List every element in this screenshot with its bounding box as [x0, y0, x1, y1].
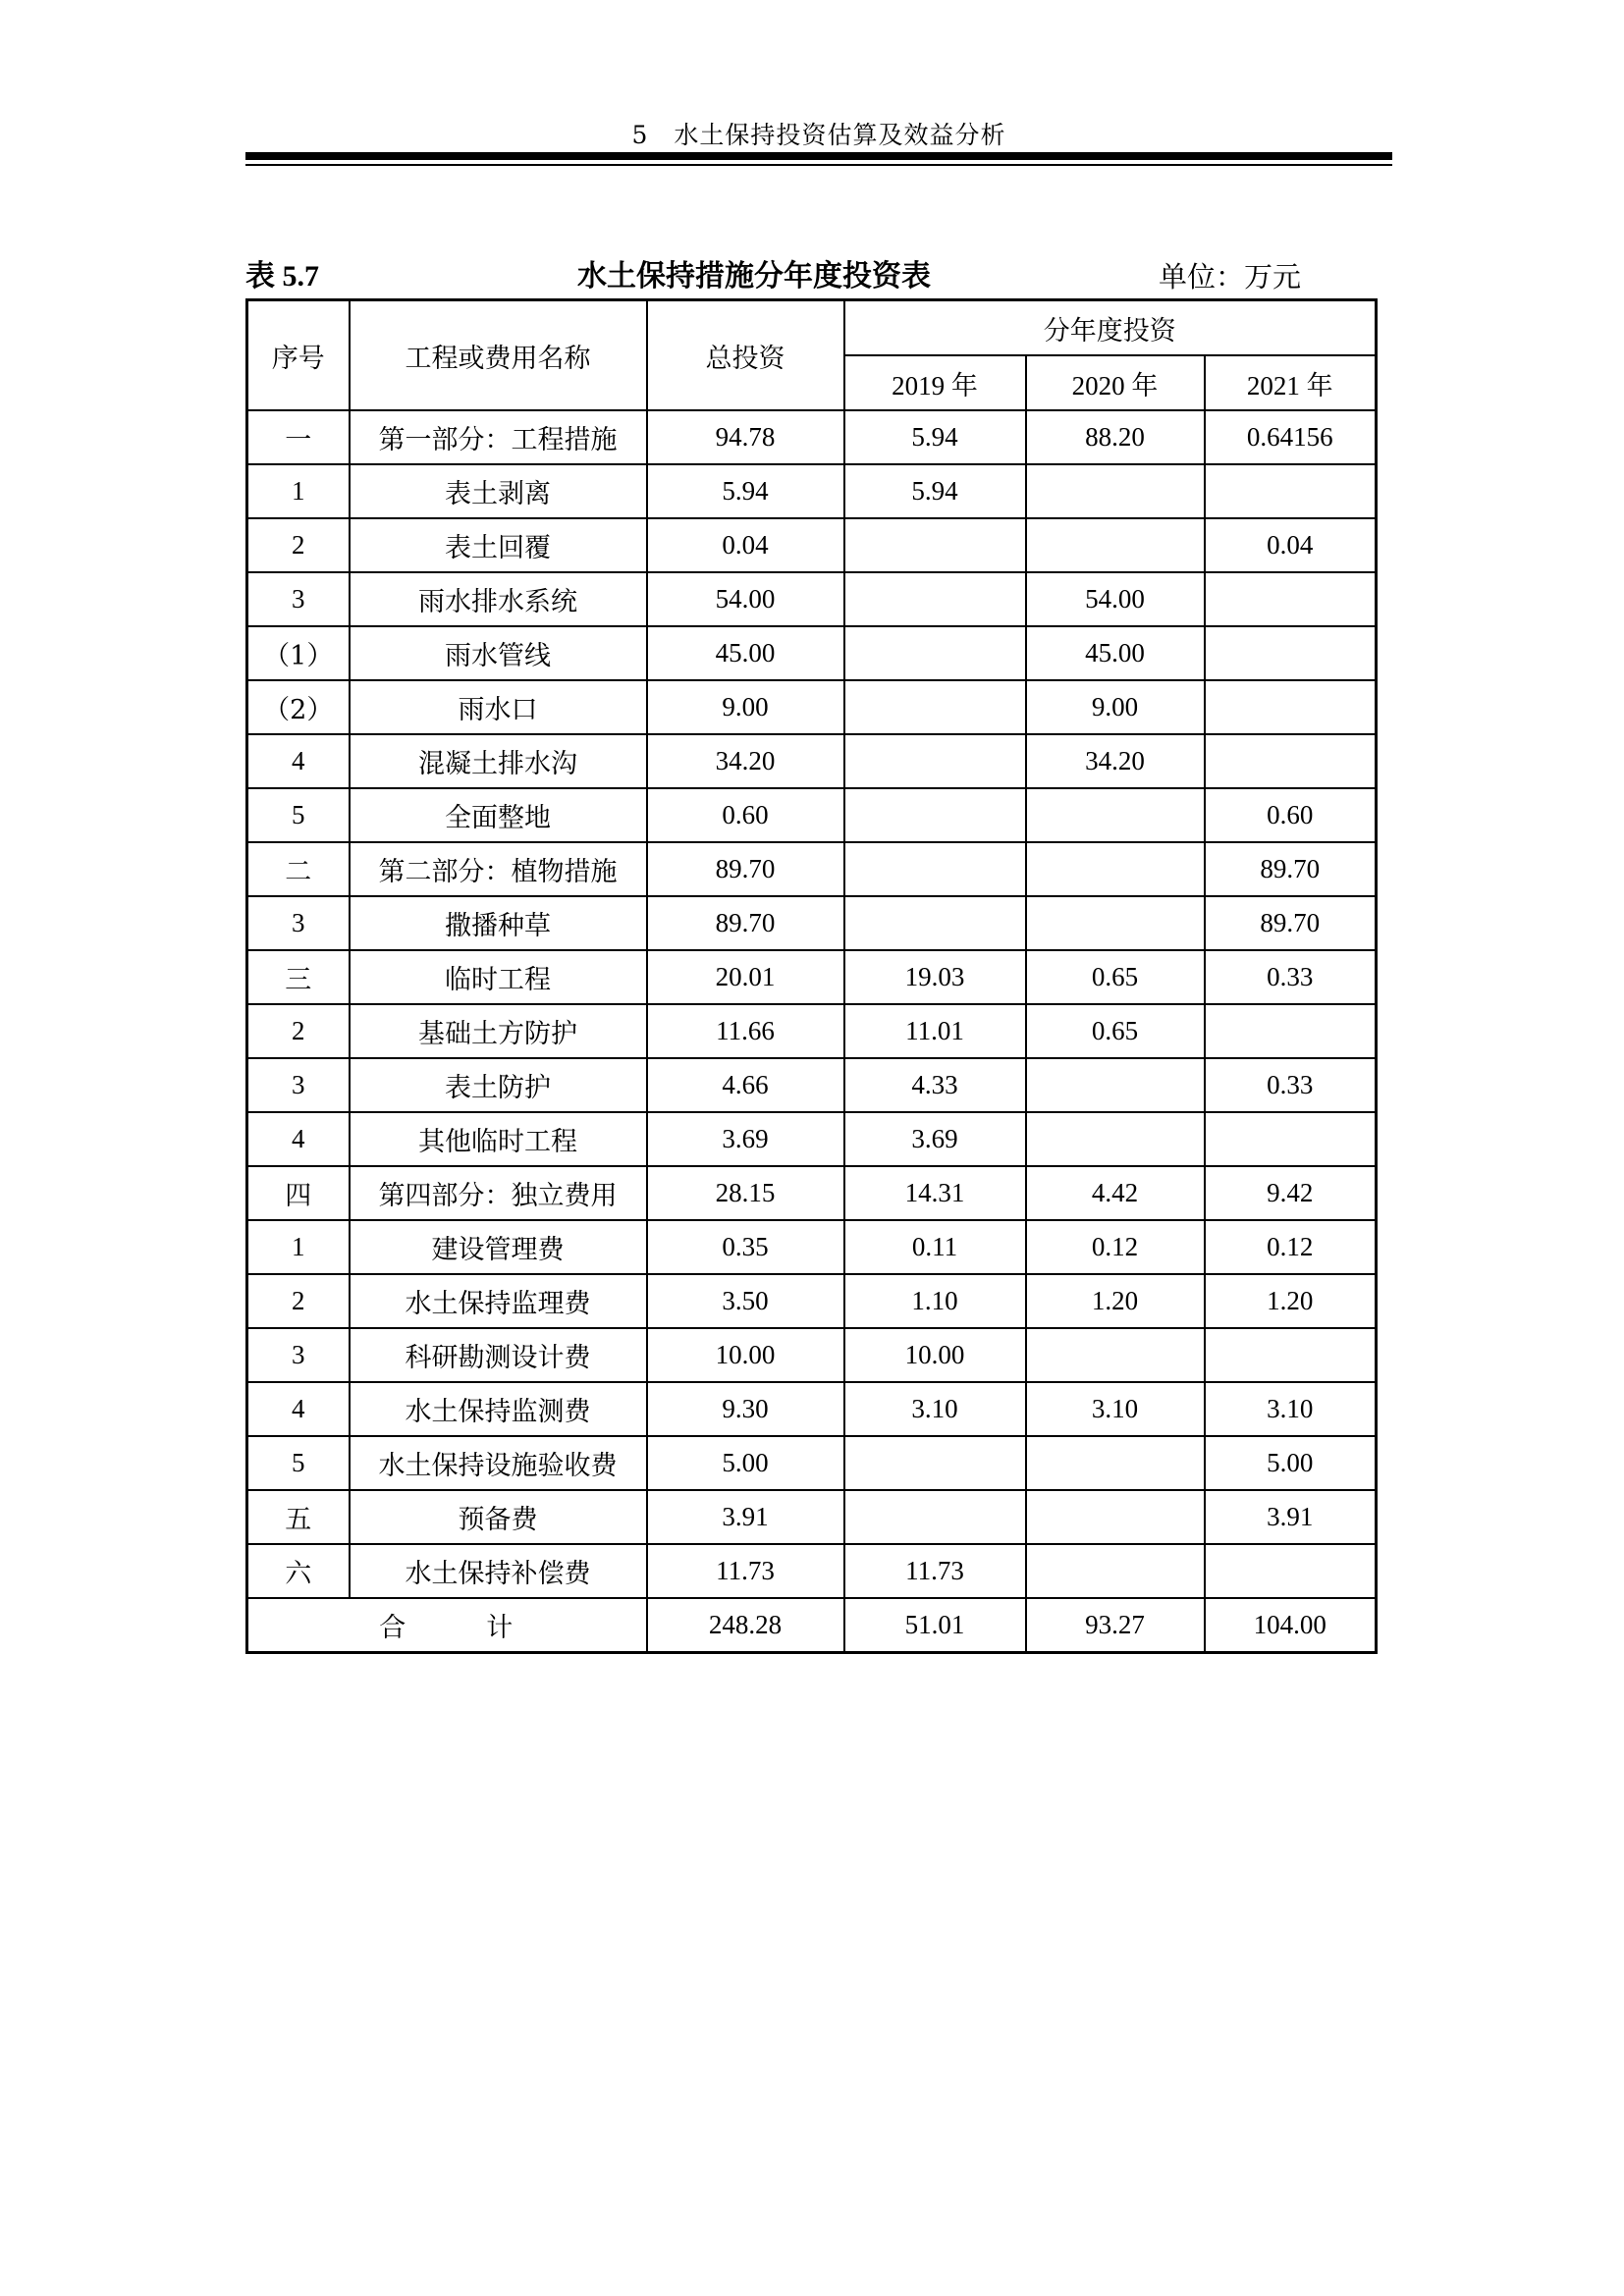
cell-2019: 10.00 [844, 1328, 1026, 1382]
cell-seq: 四 [247, 1166, 350, 1220]
table-row [247, 1382, 1377, 1436]
table-row [247, 410, 1377, 464]
cell-2021: 3.10 [1205, 1382, 1377, 1436]
col-header-annual: 分年度投资 [844, 300, 1377, 356]
cell-seq: 5 [247, 1436, 350, 1490]
cell-2020: 9.00 [1026, 680, 1205, 734]
table-row [247, 518, 1377, 572]
header-rule-thin [245, 164, 1392, 166]
cell-name: 水土保持设施验收费 [350, 1436, 647, 1490]
cell-name: 水土保持监理费 [350, 1274, 647, 1328]
cell-total: 5.94 [647, 464, 844, 518]
table-title: 水土保持措施分年度投资表 [577, 259, 931, 294]
cell-seq: 二 [247, 842, 350, 896]
cell-name: 雨水口 [350, 680, 647, 734]
cell-name: 撒播种草 [350, 896, 647, 950]
cell-2021 [1205, 734, 1377, 788]
cell-2021: 0.64156 [1205, 410, 1377, 464]
cell-total: 3.91 [647, 1490, 844, 1544]
cell-seq: （2） [247, 680, 350, 734]
table-row [247, 734, 1377, 788]
col-header-2020: 2020 年 [1026, 355, 1205, 410]
cell-2019: 0.11 [844, 1220, 1026, 1274]
cell-2020: 0.12 [1026, 1220, 1205, 1274]
cell-2021: 0.60 [1205, 788, 1377, 842]
cell-2021: 1.20 [1205, 1274, 1377, 1328]
cell-total: 28.15 [647, 1166, 844, 1220]
col-header-2019: 2019 年 [844, 355, 1026, 410]
header-row-1 [247, 300, 1377, 356]
cell-2019 [844, 1490, 1026, 1544]
cell-2020: 0.65 [1026, 950, 1205, 1004]
table-row [247, 1490, 1377, 1544]
table-row [247, 1544, 1377, 1598]
cell-seq: 3 [247, 1328, 350, 1382]
cell-seq: 2 [247, 1004, 350, 1058]
cell-name: 表土防护 [350, 1058, 647, 1112]
total-label-left: 合 [379, 1613, 408, 1643]
cell-total: 11.73 [647, 1544, 844, 1598]
cell-total: 4.66 [647, 1058, 844, 1112]
cell-2019 [844, 1436, 1026, 1490]
table-row [247, 842, 1377, 896]
table-row [247, 572, 1377, 626]
cell-2019 [844, 680, 1026, 734]
cell-total: 3.69 [647, 1112, 844, 1166]
cell-seq: 一 [247, 410, 350, 464]
table-row [247, 1058, 1377, 1112]
cell-total: 89.70 [647, 896, 844, 950]
cell-total: 20.01 [647, 950, 844, 1004]
cell-2020: 1.20 [1026, 1274, 1205, 1328]
cell-2020 [1026, 788, 1205, 842]
cell-2020 [1026, 896, 1205, 950]
cell-name: 表土回覆 [350, 518, 647, 572]
cell-name: 表土剥离 [350, 464, 647, 518]
cell-total: 0.04 [647, 518, 844, 572]
cell-2020 [1026, 1112, 1205, 1166]
table-row [247, 1220, 1377, 1274]
cell-total: 5.00 [647, 1436, 844, 1490]
cell-2020 [1026, 1490, 1205, 1544]
table-row [247, 464, 1377, 518]
total-sum: 248.28 [647, 1598, 844, 1653]
cell-2020 [1026, 842, 1205, 896]
table-number: 表 5.7 [245, 260, 319, 293]
cell-2021: 5.00 [1205, 1436, 1377, 1490]
cell-name: 预备费 [350, 1490, 647, 1544]
col-header-seq: 序号 [247, 300, 350, 411]
cell-name: 水土保持补偿费 [350, 1544, 647, 1598]
cell-2019 [844, 518, 1026, 572]
header-rule-thick [245, 152, 1392, 160]
table-row [247, 1166, 1377, 1220]
cell-2019: 5.94 [844, 410, 1026, 464]
cell-2021: 0.33 [1205, 1058, 1377, 1112]
cell-seq: （1） [247, 626, 350, 680]
cell-2021 [1205, 1112, 1377, 1166]
cell-2021 [1205, 626, 1377, 680]
total-2021: 104.00 [1205, 1598, 1377, 1653]
table-row [247, 626, 1377, 680]
cell-2021 [1205, 1328, 1377, 1382]
cell-total: 0.35 [647, 1220, 844, 1274]
cell-2020 [1026, 518, 1205, 572]
table-row [247, 950, 1377, 1004]
cell-total: 89.70 [647, 842, 844, 896]
cell-2021: 3.91 [1205, 1490, 1377, 1544]
cell-seq: 3 [247, 572, 350, 626]
cell-2019: 19.03 [844, 950, 1026, 1004]
cell-2020: 3.10 [1026, 1382, 1205, 1436]
cell-name: 雨水管线 [350, 626, 647, 680]
cell-2019: 3.10 [844, 1382, 1026, 1436]
table-row [247, 1112, 1377, 1166]
cell-2021: 89.70 [1205, 896, 1377, 950]
cell-name: 其他临时工程 [350, 1112, 647, 1166]
cell-name: 科研勘测设计费 [350, 1328, 647, 1382]
total-label [247, 1598, 647, 1653]
cell-2021 [1205, 572, 1377, 626]
cell-2021: 9.42 [1205, 1166, 1377, 1220]
cell-seq: 1 [247, 1220, 350, 1274]
cell-name: 混凝土排水沟 [350, 734, 647, 788]
cell-2019: 14.31 [844, 1166, 1026, 1220]
cell-seq: 3 [247, 1058, 350, 1112]
cell-total: 54.00 [647, 572, 844, 626]
cell-2021: 0.04 [1205, 518, 1377, 572]
cell-total: 45.00 [647, 626, 844, 680]
cell-name: 第二部分：植物措施 [350, 842, 647, 896]
table-unit: 单位：万元 [1159, 260, 1302, 294]
cell-2020: 88.20 [1026, 410, 1205, 464]
cell-seq: 六 [247, 1544, 350, 1598]
cell-2019: 3.69 [844, 1112, 1026, 1166]
cell-total: 3.50 [647, 1274, 844, 1328]
cell-total: 11.66 [647, 1004, 844, 1058]
cell-2020: 54.00 [1026, 572, 1205, 626]
cell-seq: 3 [247, 896, 350, 950]
cell-2019 [844, 896, 1026, 950]
cell-name: 临时工程 [350, 950, 647, 1004]
cell-name: 第四部分：独立费用 [350, 1166, 647, 1220]
cell-2019: 1.10 [844, 1274, 1026, 1328]
investment-table [245, 298, 1378, 1654]
total-row [247, 1598, 1377, 1653]
cell-total: 9.00 [647, 680, 844, 734]
cell-2020 [1026, 1436, 1205, 1490]
cell-2021 [1205, 1544, 1377, 1598]
cell-total: 0.60 [647, 788, 844, 842]
table-row [247, 1274, 1377, 1328]
cell-seq: 4 [247, 1382, 350, 1436]
cell-total: 9.30 [647, 1382, 844, 1436]
cell-2020: 34.20 [1026, 734, 1205, 788]
cell-seq: 4 [247, 734, 350, 788]
cell-2019: 4.33 [844, 1058, 1026, 1112]
cell-name: 第一部分：工程措施 [350, 410, 647, 464]
cell-2019 [844, 734, 1026, 788]
col-header-2021: 2021 年 [1205, 355, 1377, 410]
cell-name: 建设管理费 [350, 1220, 647, 1274]
total-2020: 93.27 [1026, 1598, 1205, 1653]
col-header-name: 工程或费用名称 [350, 300, 647, 411]
cell-2019 [844, 626, 1026, 680]
cell-2020: 4.42 [1026, 1166, 1205, 1220]
cell-seq: 5 [247, 788, 350, 842]
cell-2019: 11.01 [844, 1004, 1026, 1058]
cell-2019 [844, 842, 1026, 896]
cell-name: 全面整地 [350, 788, 647, 842]
cell-seq: 1 [247, 464, 350, 518]
cell-2019: 11.73 [844, 1544, 1026, 1598]
cell-2021: 89.70 [1205, 842, 1377, 896]
cell-2021 [1205, 464, 1377, 518]
cell-name: 水土保持监测费 [350, 1382, 647, 1436]
total-2019: 51.01 [844, 1598, 1026, 1653]
table-row [247, 1004, 1377, 1058]
cell-name: 基础土方防护 [350, 1004, 647, 1058]
cell-name: 雨水排水系统 [350, 572, 647, 626]
cell-2021: 0.12 [1205, 1220, 1377, 1274]
cell-total: 34.20 [647, 734, 844, 788]
cell-seq: 2 [247, 1274, 350, 1328]
cell-total: 94.78 [647, 410, 844, 464]
cell-2019: 5.94 [844, 464, 1026, 518]
cell-2020 [1026, 1058, 1205, 1112]
cell-seq: 2 [247, 518, 350, 572]
cell-2021 [1205, 680, 1377, 734]
cell-2020 [1026, 1544, 1205, 1598]
table-row [247, 788, 1377, 842]
cell-2019 [844, 788, 1026, 842]
cell-2020 [1026, 1328, 1205, 1382]
cell-2020: 0.65 [1026, 1004, 1205, 1058]
table-row [247, 1328, 1377, 1382]
cell-2021 [1205, 1004, 1377, 1058]
cell-2020: 45.00 [1026, 626, 1205, 680]
cell-seq: 4 [247, 1112, 350, 1166]
cell-seq: 五 [247, 1490, 350, 1544]
table-row [247, 1436, 1377, 1490]
table-row [247, 896, 1377, 950]
col-header-total: 总投资 [647, 300, 844, 411]
page-header: 5 水土保持投资估算及效益分析 [631, 121, 1006, 149]
table-row [247, 680, 1377, 734]
cell-total: 10.00 [647, 1328, 844, 1382]
cell-seq: 三 [247, 950, 350, 1004]
cell-2019 [844, 572, 1026, 626]
total-label-right: 计 [486, 1613, 515, 1643]
cell-2021: 0.33 [1205, 950, 1377, 1004]
cell-2020 [1026, 464, 1205, 518]
